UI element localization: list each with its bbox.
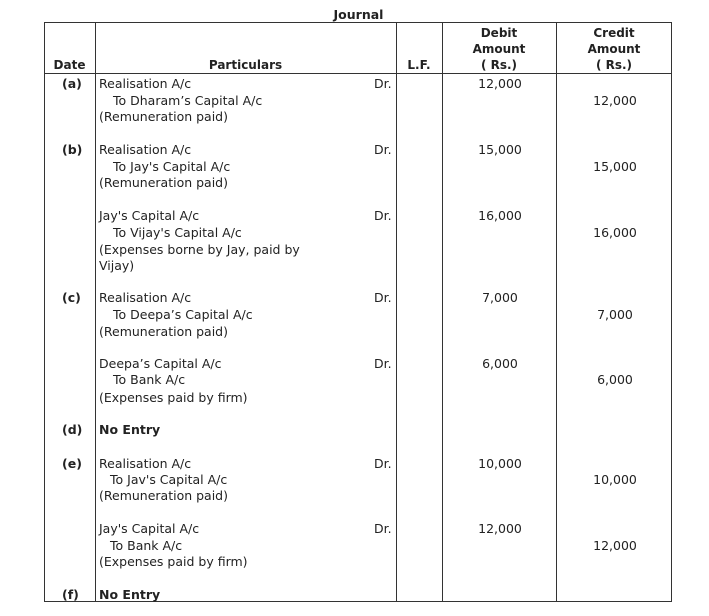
header-debit-line: Amount [472, 42, 526, 56]
no-entry-text: No Entry [99, 422, 161, 437]
narration: (Remuneration paid) [99, 324, 228, 339]
dr-marker: Dr. [374, 356, 392, 371]
credit-account: To Bank A/c [110, 538, 183, 553]
entry-label: (a) [62, 76, 82, 91]
credit-amount: 6,000 [597, 372, 633, 387]
debit-amount: 6,000 [482, 356, 518, 371]
debit-account: Jay's Capital A/c [99, 521, 200, 536]
header-particulars: Particulars [208, 58, 283, 72]
narration: (Expenses paid by firm) [99, 554, 248, 569]
no-entry-text: No Entry [99, 587, 161, 602]
debit-amount: 10,000 [478, 456, 522, 471]
dr-marker: Dr. [374, 142, 392, 157]
credit-amount: 12,000 [593, 93, 637, 108]
entry-label: (b) [62, 142, 83, 157]
credit-account: To Jay's Capital A/c [113, 159, 231, 174]
header-debit [442, 25, 556, 73]
header-credit-line: Amount [587, 42, 641, 56]
debit-account: Realisation A/c [99, 456, 192, 471]
header-divider [44, 73, 672, 74]
dr-marker: Dr. [374, 456, 392, 471]
credit-amount: 12,000 [593, 538, 637, 553]
entry-label: (f) [62, 587, 79, 602]
dr-marker: Dr. [374, 521, 392, 536]
credit-account: To Dharam’s Capital A/c [113, 93, 263, 108]
credit-amount: 15,000 [593, 159, 637, 174]
entry-label: (c) [62, 290, 81, 305]
credit-account: To Bank A/c [113, 372, 186, 387]
journal-title: Journal [333, 7, 384, 22]
dr-marker: Dr. [374, 208, 392, 223]
dr-marker: Dr. [374, 76, 392, 91]
header-credit-line: Credit [593, 26, 635, 40]
debit-amount: 12,000 [478, 76, 522, 91]
debit-account: Realisation A/c [99, 76, 192, 91]
credit-amount: 10,000 [593, 472, 637, 487]
narration: (Expenses borne by Jay, paid by [99, 242, 300, 257]
column-divider [442, 22, 443, 602]
debit-account: Realisation A/c [99, 290, 192, 305]
narration: Vijay) [99, 258, 135, 273]
header-credit-line: ( Rs.) [595, 58, 633, 72]
narration: (Remuneration paid) [99, 175, 228, 190]
narration: (Expenses paid by firm) [99, 390, 248, 405]
credit-account: To Vijay's Capital A/c [113, 225, 242, 240]
debit-account: Deepa’s Capital A/c [99, 356, 222, 371]
debit-amount: 7,000 [482, 290, 518, 305]
debit-amount: 16,000 [478, 208, 522, 223]
credit-amount: 7,000 [597, 307, 633, 322]
header-credit [556, 25, 672, 73]
entry-label: (d) [62, 422, 83, 437]
debit-amount: 15,000 [478, 142, 522, 157]
credit-amount: 16,000 [593, 225, 637, 240]
column-divider [396, 22, 397, 602]
credit-account: To Jav's Capital A/c [110, 472, 228, 487]
column-divider [95, 22, 96, 602]
header-debit-line: Debit [480, 26, 518, 40]
debit-account: Jay's Capital A/c [99, 208, 200, 223]
header-debit-line: ( Rs.) [480, 58, 518, 72]
header-lf: L.F. [407, 58, 431, 72]
header-date: Date [53, 58, 86, 72]
debit-amount: 12,000 [478, 521, 522, 536]
narration: (Remuneration paid) [99, 488, 228, 503]
debit-account: Realisation A/c [99, 142, 192, 157]
entry-label: (e) [62, 456, 82, 471]
narration: (Remuneration paid) [99, 109, 228, 124]
credit-account: To Deepa’s Capital A/c [113, 307, 253, 322]
dr-marker: Dr. [374, 290, 392, 305]
